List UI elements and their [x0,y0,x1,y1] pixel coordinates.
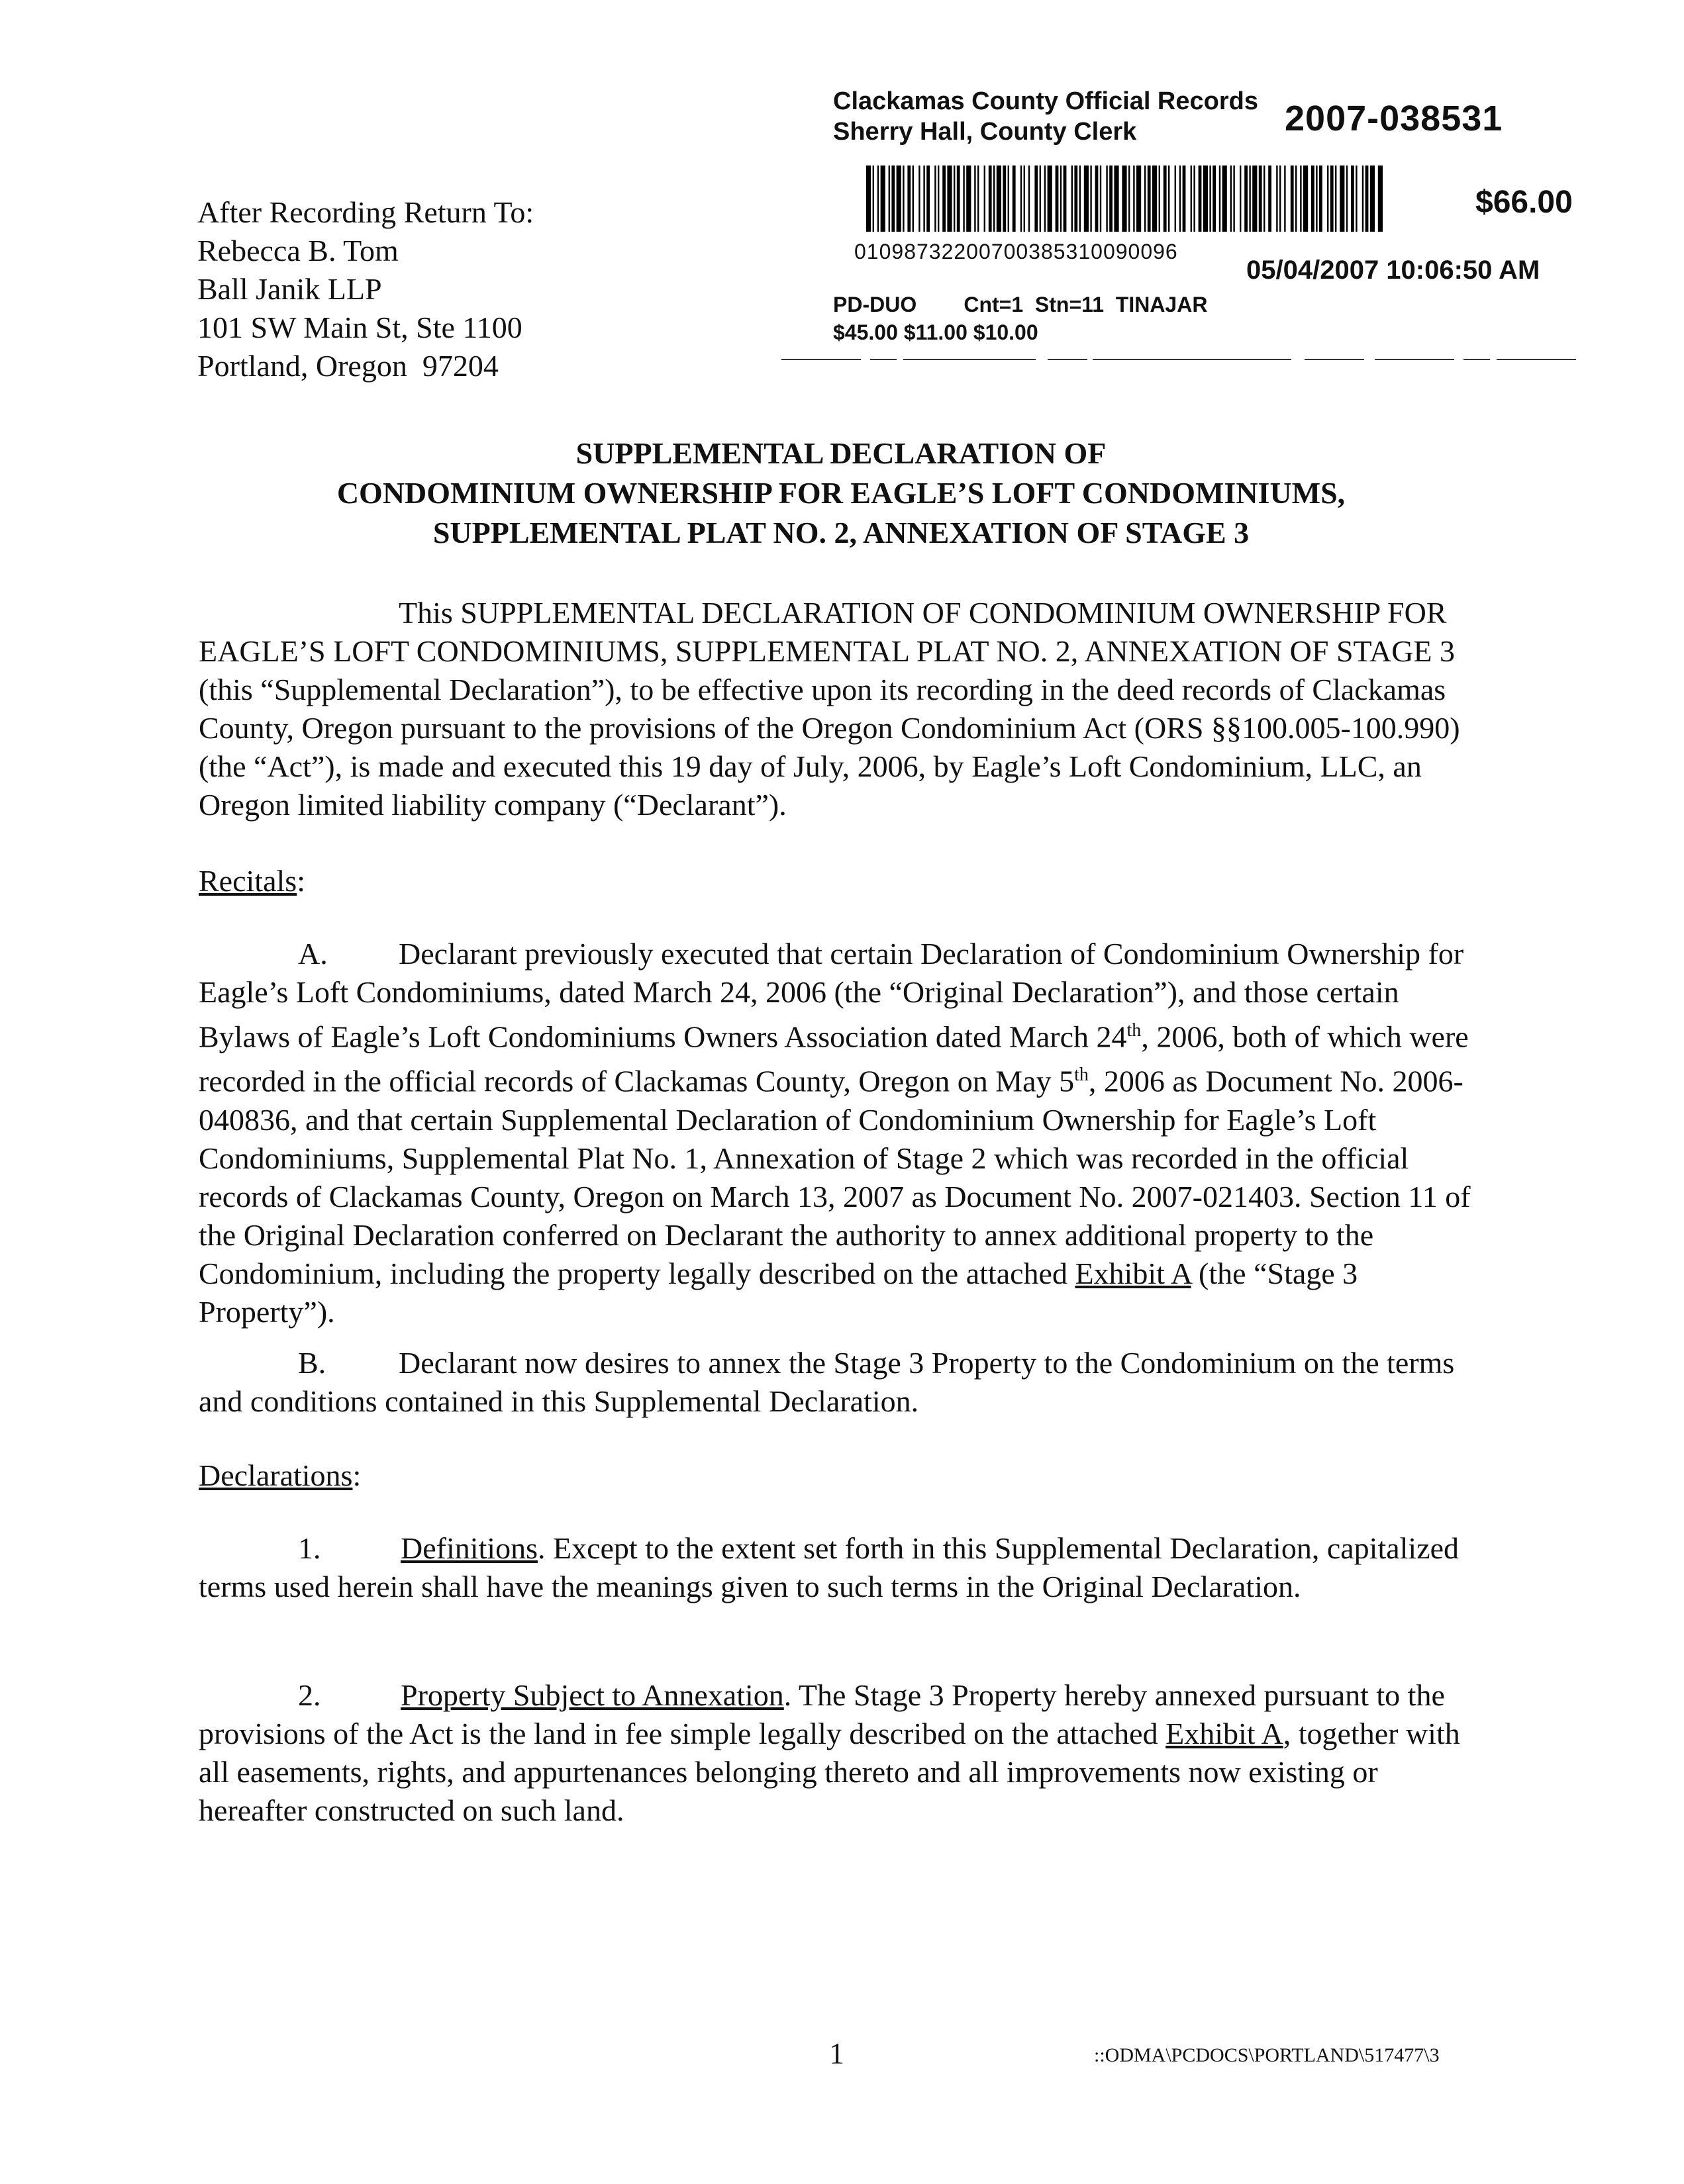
return-city: Portland, Oregon 97204 [197,349,499,383]
document-title [199,434,1483,553]
declaration-2-label: 2. [298,1678,321,1712]
recital-b-text: Declarant now desires to annex the Stage 3 Property to the Condominium on the terms and conditions contained in this Supplemental Declaration. [199,1346,1455,1418]
barcode-bar [889,166,890,232]
barcode-bar [993,166,995,232]
recital-a [199,935,1483,1331]
recital-b-label: B. [298,1346,326,1380]
barcode-bar [1370,166,1375,232]
document-path: ::ODMA\PCDOCS\PORTLAND\517477\3 [1094,2044,1440,2066]
declarations-colon: : [352,1458,362,1492]
barcode-bar [1362,166,1363,232]
barcode-bar [1268,166,1271,232]
barcode-bar [926,166,930,232]
title-line-2: CONDOMINIUM OWNERSHIP FOR EAGLE’S LOFT CONDOMINIUMS, [336,476,1346,510]
barcode-bar [954,166,955,232]
barcode-bar [1340,166,1344,232]
barcode-bar [1071,166,1073,232]
intro-paragraph: This SUPPLEMENTAL DECLARATION OF CONDOMINIUM OWNERSHIP FOR EAGLE’S LOFT CONDOMINIUMS, SUPPLEMENTAL PLAT NO. 2, ANNEXATION OF STAGE 3 (this “Supplemental Declaration”), to be effective upon its recording in the deed records of Clackamas County, Oregon pursuant to the provisions of the Oregon Condominium Act (ORS §§100.005-100.990) (the “Act”), is made and executed this 19 day of July, 2006, by Eagle’s Loft Condominium, LLC, an Oregon limited liability company (“Declarant”). [199,596,1460,822]
barcode-bar [891,166,895,232]
return-address [197,193,534,385]
recital-a-text-2: , 2006, both of which were recorded in the official records of Clackamas County, Oregon on May 5 [199,1020,1469,1098]
barcode-bar [1279,166,1281,232]
barcode-bar [1013,166,1016,232]
barcode-bar [1060,166,1062,232]
barcode-bar [866,166,871,232]
declaration-1-text: . Except to the extent set forth in this Supplemental Declaration, capitalized terms used herein shall have the meanings given to such terms in the Original Declaration. [199,1531,1460,1603]
barcode-bar [1249,166,1250,232]
declaration-1-heading: Definitions [401,1531,538,1565]
barcode-bar [1024,166,1025,232]
declaration-2-heading: Property Subject to Annexation [401,1678,784,1712]
barcode-bar [1048,166,1052,232]
declaration-2-text-2: , together with all easements, rights, and appurtenances belonging thereto and all improvements now existing or hereafter constructed on such land. [199,1717,1460,1827]
barcode-bar [1295,166,1297,232]
barcode-bar [1106,166,1107,232]
barcode-bar [947,166,952,232]
barcode-bar [1064,166,1067,232]
barcode-bar [1122,166,1126,232]
barcode-bar [1044,166,1046,232]
barcode-bar [1175,166,1176,232]
barcode-bar [1159,166,1160,232]
barcode-bar [1199,166,1202,232]
barcode-bar [977,166,979,232]
stamp-fee-breakdown: $45.00 $11.00 $10.00 [833,320,1038,344]
barcode-bar [913,166,914,232]
barcode-bar [1213,166,1216,232]
barcode-bar [1034,166,1038,232]
barcode-bar [1244,166,1248,232]
barcode-bar [1335,166,1336,232]
barcode-bar [1079,166,1081,232]
barcode-bar [1152,166,1157,232]
barcode-bar [1365,166,1369,232]
recitals-colon: : [297,864,305,898]
barcode-bar [1319,166,1322,232]
return-street: 101 SW Main St, Ste 1100 [197,310,522,344]
declaration-1 [199,1529,1483,1606]
barcode-bar [938,166,939,232]
recital-a-sup-1: th [1126,1020,1142,1041]
barcode-bar [1252,166,1257,232]
barcode-bar [1109,166,1113,232]
barcode-bar [1144,166,1146,232]
barcode-bar [873,166,874,232]
barcode-bar [1291,166,1294,232]
barcode-bar [989,166,992,232]
barcode-bar [907,166,911,232]
barcode-bar [1222,166,1227,232]
barcode-bar [966,166,971,232]
barcode-bar [1191,166,1192,232]
recital-a-sup-2: th [1074,1065,1089,1086]
barcode-bar [1209,166,1211,232]
recitals-heading [199,862,1483,900]
barcode-bar [1028,166,1030,232]
barcode-bar [1003,166,1006,232]
barcode-bar [1378,166,1383,232]
barcode-bar [942,166,946,232]
recording-fee: $66.00 [1475,185,1573,220]
title-line-1: SUPPLEMENTAL DECLARATION OF [575,436,1107,470]
barcode-bar [1128,166,1130,232]
barcode-bar [1203,166,1208,232]
barcode-bar [897,166,901,232]
barcode-bar [1100,166,1101,232]
barcode-bar [1148,166,1151,232]
recital-a-text-4: (the “Stage 3 Property”). [199,1256,1358,1329]
barcode-bar [1300,166,1301,232]
barcode-bar [1303,166,1308,232]
stamp-separator [781,357,1576,361]
recorder-header [833,86,1258,147]
barcode-bar [1090,166,1091,232]
barcode-bar [1276,166,1277,232]
barcode-bar [1259,166,1262,232]
barcode-bar [984,166,985,232]
barcode-bar [1168,166,1169,232]
barcode-bar [881,166,885,232]
page-number: 1 [829,2036,844,2070]
return-heading: After Recording Return To: [197,195,534,229]
barcode-bar [1311,166,1314,232]
title-line-3: SUPPLEMENTAL PLAT NO. 2, ANNEXATION OF STAGE 3 [432,516,1250,549]
barcode-bar [903,166,904,232]
recitals-heading-text: Recitals [199,864,297,898]
barcode-bar [1327,166,1328,232]
county-records-label: Clackamas County Official Records [833,87,1258,115]
barcode-bar [1219,166,1220,232]
barcode-bar [1074,166,1077,232]
barcode-bar [877,166,879,232]
barcode-bar [1164,166,1167,232]
barcode-bar [1183,166,1186,232]
return-firm: Ball Janik LLP [197,272,382,306]
recital-b [199,1344,1483,1421]
barcode-bar [1040,166,1041,232]
barcode-bar [957,166,960,232]
barcode-bar [918,166,920,232]
declarations-heading-text: Declarations [199,1458,353,1492]
barcode-bar [1316,166,1317,232]
barcode-bar [974,166,975,232]
stamp-codes: PD-DUO Cnt=1 Stn=11 TINAJAR [833,293,1208,316]
declaration-2-exhibit-link: Exhibit A [1165,1717,1283,1750]
return-name: Rebecca B. Tom [197,234,399,267]
recital-a-text-1: Declarant previously executed that certain Declaration of Condominium Ownership for Eagle’s Loft Condominiums, dated March 24, 2006 (the “Original Declaration”), and those certain Bylaws of Eagle’s Loft Condominiums Owners Association dated March 24 [199,937,1464,1054]
barcode-bar [963,166,964,232]
barcode-bar [1084,166,1089,232]
barcode-bar [1056,166,1059,232]
barcode-bar [1193,166,1195,232]
barcode-bar [1284,166,1285,232]
barcode-bar [997,166,1001,232]
declaration-2-text-1: . The Stage 3 Property hereby annexed pursuant to the provisions of the Act is the land in fee simple legally described on the attached [199,1678,1445,1750]
barcode-bar [923,166,924,232]
barcode-bar [934,166,936,232]
barcode-bar [1230,166,1232,232]
barcode-bar [1240,166,1241,232]
declarations-heading [199,1456,1483,1495]
barcode-bar [1008,166,1009,232]
barcode-bar [1114,166,1118,232]
barcode-bar [1330,166,1334,232]
barcode-bar [1346,166,1348,232]
barcode-bar [1133,166,1134,232]
barcode-bar [1179,166,1181,232]
barcode-bar [1095,166,1099,232]
barcode-bar [1233,166,1234,232]
barcode-digits: 01098732200700385310090096 [854,240,1178,263]
barcode-bar [1020,166,1022,232]
barcode-bar [1351,166,1354,232]
declaration-2 [199,1676,1483,1830]
declaration-1-label: 1. [298,1531,321,1565]
recital-a-text-3: , 2006 as Document No. 2006-040836, and that certain Supplemental Declaration of Condominium Ownership for Eagle’s Loft Condominiums, Supplemental Plat No. 1, Annexation of Stage 2 which was recorded in the official records of Clackamas County, Oregon on March 13, 2007 as Document No. 2007-021403. Section 11 of the Original Declaration conferred on Declarant the authority to annex additional property to the Condominium, including the property legally described on the attached [199,1064,1471,1290]
recital-a-exhibit-link: Exhibit A [1075,1256,1191,1290]
barcode-bar [1356,166,1357,232]
county-clerk-label: Sherry Hall, County Clerk [833,118,1137,146]
barcode [866,166,1383,232]
barcode-bar [1136,166,1141,232]
recital-a-label: A. [298,937,328,971]
document-number: 2007-038531 [1285,99,1503,138]
recorded-datetime: 05/04/2007 10:06:50 AM [1246,256,1540,285]
barcode-bar [1263,166,1265,232]
